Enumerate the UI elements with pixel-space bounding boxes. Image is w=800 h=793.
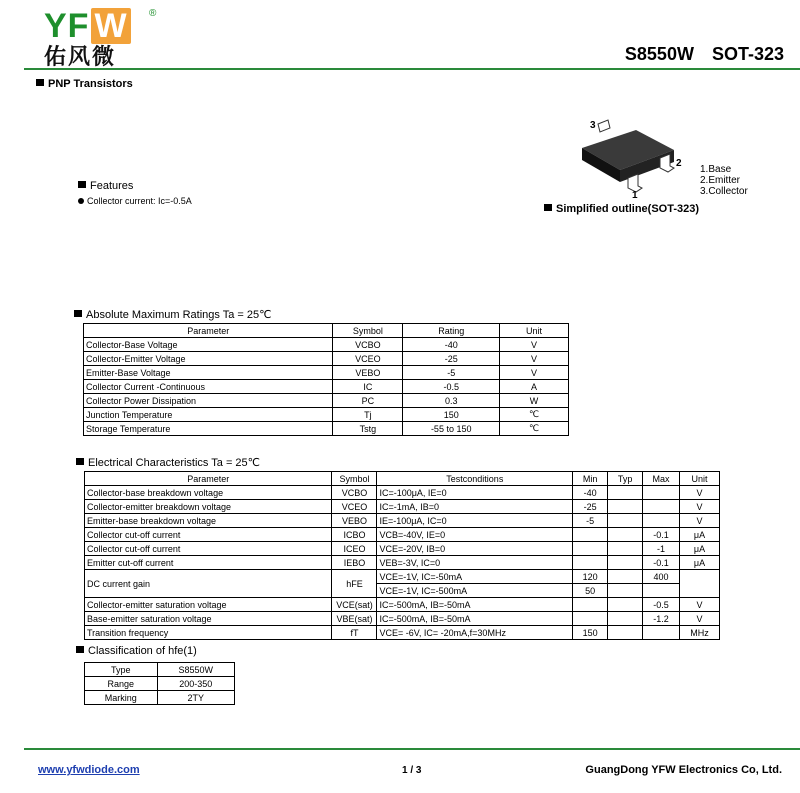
cell-condition: VCE= -6V, IC= -20mA,f=30MHz xyxy=(377,626,573,640)
header-divider xyxy=(24,68,800,70)
cell-param: Collector Current -Continuous xyxy=(84,380,333,394)
cell-max: -1.2 xyxy=(643,612,680,626)
cell-min: -5 xyxy=(573,514,608,528)
cell-unit: μA xyxy=(680,528,720,542)
cell-param: Transition frequency xyxy=(85,626,332,640)
cell-min: -40 xyxy=(573,486,608,500)
cell-param: Collector cut-off current xyxy=(85,528,332,542)
cell-min xyxy=(573,598,608,612)
cell-symbol: fT xyxy=(332,626,377,640)
cell-typ xyxy=(608,612,643,626)
table-row xyxy=(84,380,569,394)
cell-symbol: IEBO xyxy=(332,556,377,570)
cell-symbol: hFE xyxy=(332,570,377,598)
cell-unit: ℃ xyxy=(500,408,569,422)
classification-table xyxy=(84,662,235,705)
elec-title xyxy=(76,456,260,469)
abs-max-title-label: Absolute Maximum Ratings Ta = 25℃ xyxy=(86,309,272,321)
table-row xyxy=(84,408,569,422)
cell-condition: VCE=-20V, IB=0 xyxy=(377,542,573,556)
cell-param: DC current gain xyxy=(85,570,332,598)
cell-unit: A xyxy=(500,380,569,394)
cell-label: Range xyxy=(85,677,158,691)
cell-param: Collector-emitter breakdown voltage xyxy=(85,500,332,514)
cell-symbol: VCBO xyxy=(332,486,377,500)
cell-symbol: IC xyxy=(333,380,403,394)
col-header: Parameter xyxy=(85,472,332,486)
cell-typ xyxy=(608,542,643,556)
bullet-square-icon xyxy=(36,79,44,86)
cell-param: Emitter cut-off current xyxy=(85,556,332,570)
table-row xyxy=(85,663,235,677)
table-row xyxy=(85,598,720,612)
bullet-square-icon xyxy=(76,458,84,465)
cell-rating: -5 xyxy=(403,366,500,380)
table-row xyxy=(85,570,720,584)
outline-caption xyxy=(544,203,699,215)
table-row xyxy=(85,542,720,556)
feature-item xyxy=(78,196,192,206)
footer-divider xyxy=(24,748,800,750)
cell-rating: -25 xyxy=(403,352,500,366)
sot323-package-drawing xyxy=(576,108,696,200)
col-header: Unit xyxy=(500,324,569,338)
elec-table xyxy=(84,471,720,640)
cell-unit: V xyxy=(680,514,720,528)
table-row xyxy=(85,514,720,528)
cell-min: -25 xyxy=(573,500,608,514)
bullet-square-icon xyxy=(74,310,82,317)
classification-title-label: Classification of hfe(1) xyxy=(88,645,197,657)
bullet-square-icon xyxy=(78,181,86,188)
cell-symbol: VEBO xyxy=(333,366,403,380)
classification-body xyxy=(85,663,235,705)
cell-unit: MHz xyxy=(680,626,720,640)
pin-number-3: 3 xyxy=(590,120,596,131)
cell-symbol: Tj xyxy=(333,408,403,422)
cell-symbol: Tstg xyxy=(333,422,403,436)
cell-symbol: VEBO xyxy=(332,514,377,528)
cell-param: Junction Temperature xyxy=(84,408,333,422)
cell-unit: V xyxy=(500,366,569,380)
cell-unit: V xyxy=(680,598,720,612)
table-row xyxy=(85,626,720,640)
cell-min: 50 xyxy=(573,584,608,598)
cell-condition: VCE=-1V, IC=-50mA xyxy=(377,570,573,584)
cell-min xyxy=(573,528,608,542)
cell-rating: -55 to 150 xyxy=(403,422,500,436)
cell-unit: V xyxy=(500,352,569,366)
cell-value: 200-350 xyxy=(157,677,234,691)
elec-hfe-body xyxy=(85,570,720,598)
cell-typ xyxy=(608,528,643,542)
cell-typ xyxy=(608,570,643,584)
abs-max-table xyxy=(83,323,569,436)
cell-symbol: VBE(sat) xyxy=(332,612,377,626)
cell-value: S8550W xyxy=(157,663,234,677)
cell-param: Collector-Emitter Voltage xyxy=(84,352,333,366)
device-type xyxy=(36,78,133,90)
part-number: S8550W xyxy=(624,44,694,64)
company-name: GuangDong YFW Electronics Co, Ltd. xyxy=(585,764,782,776)
cell-param: Collector-emitter saturation voltage xyxy=(85,598,332,612)
col-header: Testconditions xyxy=(377,472,573,486)
pin-legend-base: 1.Base xyxy=(700,164,732,175)
cell-param: Emitter-base breakdown voltage xyxy=(85,514,332,528)
cell-max xyxy=(643,584,680,598)
cell-typ xyxy=(608,514,643,528)
cell-condition: VCE=-1V, IC=-500mA xyxy=(377,584,573,598)
cell-max xyxy=(643,486,680,500)
cell-typ xyxy=(608,500,643,514)
cell-label: Type xyxy=(85,663,158,677)
cell-symbol: ICEO xyxy=(332,542,377,556)
cell-typ xyxy=(608,626,643,640)
pin-legend-collector: 3.Collector xyxy=(700,186,748,197)
cell-max: -0.1 xyxy=(643,528,680,542)
bullet-square-icon xyxy=(544,204,552,211)
device-type-label: PNP Transistors xyxy=(48,78,133,90)
website-link[interactable]: www.yfwdiode.com xyxy=(38,764,140,776)
pin-legend xyxy=(700,164,748,197)
page-number: 1 / 3 xyxy=(402,765,422,776)
cell-unit: V xyxy=(680,612,720,626)
col-header: Symbol xyxy=(332,472,377,486)
cell-unit: μA xyxy=(680,556,720,570)
table-row xyxy=(85,612,720,626)
cell-rating: -40 xyxy=(403,338,500,352)
cell-unit: V xyxy=(500,338,569,352)
col-header: Rating xyxy=(403,324,500,338)
cell-param: Collector-Base Voltage xyxy=(84,338,333,352)
table-row xyxy=(84,338,569,352)
cell-param: Collector-base breakdown voltage xyxy=(85,486,332,500)
cell-param: Collector cut-off current xyxy=(85,542,332,556)
cell-label: Marking xyxy=(85,691,158,705)
cell-unit: μA xyxy=(680,542,720,556)
cell-min xyxy=(573,542,608,556)
elec-title-label: Electrical Characteristics Ta = 25℃ xyxy=(88,457,261,469)
cell-min xyxy=(573,556,608,570)
table-header-row xyxy=(85,472,720,486)
col-header: Typ xyxy=(608,472,643,486)
package-name: SOT-323 xyxy=(711,44,784,64)
table-row xyxy=(85,691,235,705)
cell-min: 120 xyxy=(573,570,608,584)
table-row xyxy=(85,556,720,570)
features-title xyxy=(78,180,133,192)
pin-number-2: 2 xyxy=(676,158,682,169)
pin-number-1: 1 xyxy=(632,190,638,200)
col-header: Unit xyxy=(680,472,720,486)
cell-max xyxy=(643,500,680,514)
table-row xyxy=(84,352,569,366)
features-title-label: Features xyxy=(90,180,134,192)
cell-param: Base-emitter saturation voltage xyxy=(85,612,332,626)
col-header: Max xyxy=(643,472,680,486)
cell-param: Collector Power Dissipation xyxy=(84,394,333,408)
table-header-row xyxy=(84,324,569,338)
abs-max-body xyxy=(84,338,569,436)
part-title xyxy=(625,44,784,65)
cell-condition: IC=-100μA, IE=0 xyxy=(377,486,573,500)
table-row xyxy=(84,366,569,380)
cell-max: 400 xyxy=(643,570,680,584)
cell-max xyxy=(643,626,680,640)
cell-unit: V xyxy=(680,500,720,514)
cell-typ xyxy=(608,556,643,570)
bullet-square-icon xyxy=(76,646,84,653)
col-header: Parameter xyxy=(84,324,333,338)
cell-typ xyxy=(608,598,643,612)
cell-rating: 0.3 xyxy=(403,394,500,408)
cell-unit: ℃ xyxy=(500,422,569,436)
feature-item-label: Collector current: Ic=-0.5A xyxy=(87,196,192,206)
cell-symbol: ICBO xyxy=(332,528,377,542)
logo-registered: ® xyxy=(149,8,157,19)
cell-typ xyxy=(608,486,643,500)
cell-param: Emitter-Base Voltage xyxy=(84,366,333,380)
cell-condition: IE=-100μA, IC=0 xyxy=(377,514,573,528)
cell-symbol: VCEO xyxy=(332,500,377,514)
cell-condition: VCB=-40V, IE=0 xyxy=(377,528,573,542)
cell-symbol: VCEO xyxy=(333,352,403,366)
cell-rating: 150 xyxy=(403,408,500,422)
table-row xyxy=(85,677,235,691)
logo-chinese-name: 佑风微 xyxy=(44,44,117,69)
company-logo xyxy=(44,8,164,70)
cell-condition: VEB=-3V, IC=0 xyxy=(377,556,573,570)
table-row xyxy=(84,422,569,436)
pin-legend-emitter: 2.Emitter xyxy=(700,175,741,186)
cell-unit xyxy=(680,570,720,598)
logo-w-box: W xyxy=(91,8,130,44)
cell-rating: -0.5 xyxy=(403,380,500,394)
col-header: Symbol xyxy=(333,324,403,338)
outline-caption-label: Simplified outline(SOT-323) xyxy=(556,203,700,215)
cell-symbol: VCE(sat) xyxy=(332,598,377,612)
table-row xyxy=(85,486,720,500)
cell-symbol: VCBO xyxy=(333,338,403,352)
elec-body-2 xyxy=(85,598,720,640)
col-header: Min xyxy=(573,472,608,486)
table-row xyxy=(84,394,569,408)
cell-condition: IC=-500mA, IB=-50mA xyxy=(377,598,573,612)
pin-3-lead xyxy=(598,120,610,132)
logo-wordmark: YF W xyxy=(44,8,131,44)
cell-max: -1 xyxy=(643,542,680,556)
cell-min: 150 xyxy=(573,626,608,640)
cell-param: Storage Temperature xyxy=(84,422,333,436)
table-row xyxy=(85,500,720,514)
cell-unit: W xyxy=(500,394,569,408)
cell-unit: V xyxy=(680,486,720,500)
classification-title xyxy=(76,645,197,657)
cell-condition: IC=-1mA, IB=0 xyxy=(377,500,573,514)
abs-max-title xyxy=(74,308,272,321)
cell-max: -0.1 xyxy=(643,556,680,570)
cell-value: 2TY xyxy=(157,691,234,705)
elec-body xyxy=(85,486,720,570)
cell-typ xyxy=(608,584,643,598)
bullet-dot-icon xyxy=(78,198,84,204)
cell-symbol: PC xyxy=(333,394,403,408)
cell-condition: IC=-500mA, IB=-50mA xyxy=(377,612,573,626)
table-row xyxy=(85,528,720,542)
cell-min xyxy=(573,612,608,626)
cell-max: -0.5 xyxy=(643,598,680,612)
cell-max xyxy=(643,514,680,528)
